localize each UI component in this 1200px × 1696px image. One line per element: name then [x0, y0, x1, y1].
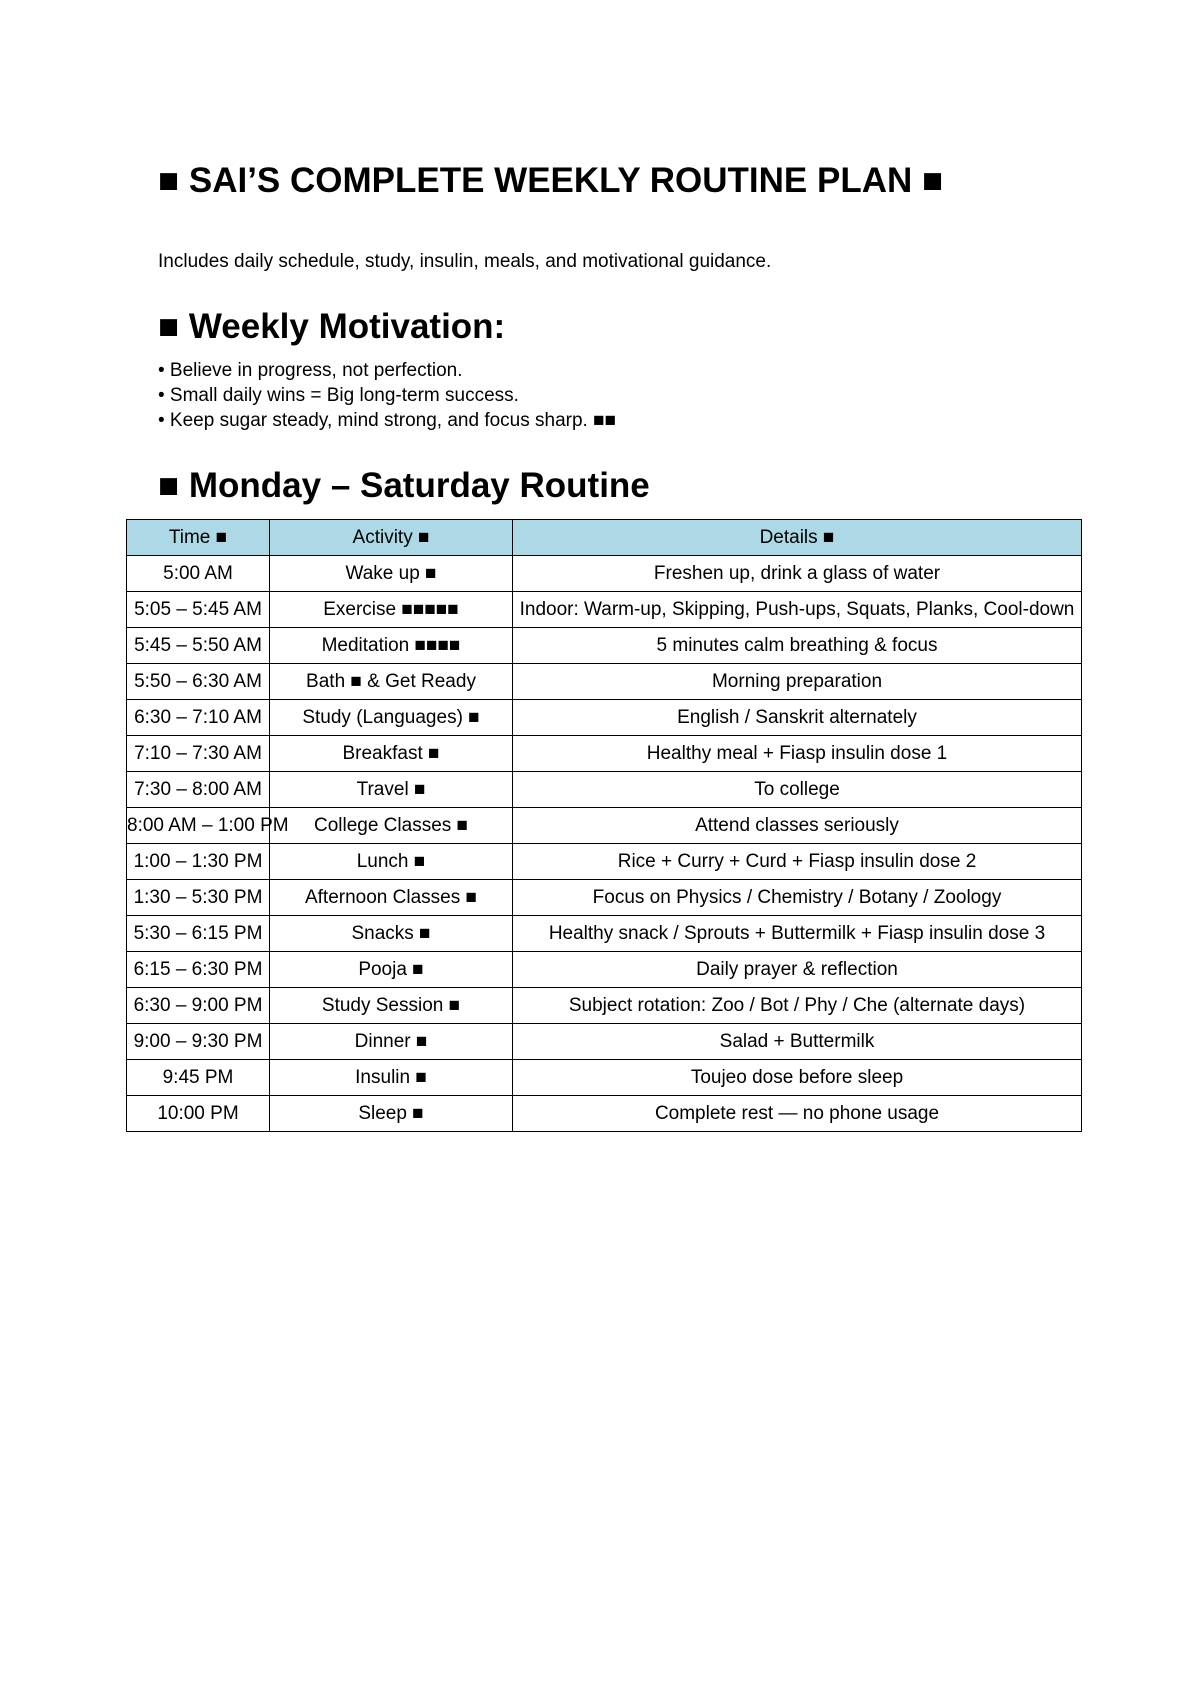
time-cell: 5:05 – 5:45 AM — [127, 592, 270, 628]
table-row — [127, 556, 1082, 592]
column-header-details: Details ■ — [513, 520, 1082, 556]
table-row — [127, 880, 1082, 916]
activity-cell: College Classes ■ — [270, 808, 513, 844]
time-cell: 5:45 – 5:50 AM — [127, 628, 270, 664]
details-cell: Healthy meal + Fiasp insulin dose 1 — [513, 736, 1082, 772]
activity-cell: Sleep ■ — [270, 1096, 513, 1132]
table-row — [127, 1024, 1082, 1060]
table-row — [127, 700, 1082, 736]
table-row — [127, 736, 1082, 772]
activity-cell: Wake up ■ — [270, 556, 513, 592]
time-cell: 5:30 – 6:15 PM — [127, 916, 270, 952]
details-cell: Attend classes seriously — [513, 808, 1082, 844]
routine-table — [126, 519, 1082, 1132]
motivation-heading: ■ Weekly Motivation: — [158, 307, 506, 346]
time-cell: 6:30 – 7:10 AM — [127, 700, 270, 736]
document-subtitle: Includes daily schedule, study, insulin, meals, and motivational guidance. — [158, 251, 772, 272]
column-header-activity: Activity ■ — [270, 520, 513, 556]
activity-cell: Travel ■ — [270, 772, 513, 808]
activity-cell: Dinner ■ — [270, 1024, 513, 1060]
document-title: ■ SAI’S COMPLETE WEEKLY ROUTINE PLAN ■ — [158, 161, 944, 200]
activity-cell: Breakfast ■ — [270, 736, 513, 772]
table-row — [127, 916, 1082, 952]
details-cell: Complete rest — no phone usage — [513, 1096, 1082, 1132]
details-cell: Subject rotation: Zoo / Bot / Phy / Che (alternate days) — [513, 988, 1082, 1024]
details-cell: Freshen up, drink a glass of water — [513, 556, 1082, 592]
table-header-row — [127, 520, 1082, 556]
activity-cell: Study (Languages) ■ — [270, 700, 513, 736]
activity-cell: Exercise ■■■■■ — [270, 592, 513, 628]
time-cell: 10:00 PM — [127, 1096, 270, 1132]
motivation-list — [158, 358, 616, 433]
details-cell: Daily prayer & reflection — [513, 952, 1082, 988]
activity-cell: Afternoon Classes ■ — [270, 880, 513, 916]
details-cell: Healthy snack / Sprouts + Buttermilk + Fiasp insulin dose 3 — [513, 916, 1082, 952]
table-row — [127, 664, 1082, 700]
column-header-time: Time ■ — [127, 520, 270, 556]
motivation-item: • Small daily wins = Big long-term success. — [158, 385, 519, 406]
activity-cell: Snacks ■ — [270, 916, 513, 952]
table-row — [127, 1096, 1082, 1132]
activity-cell: Insulin ■ — [270, 1060, 513, 1096]
table-row — [127, 1060, 1082, 1096]
time-cell: 1:30 – 5:30 PM — [127, 880, 270, 916]
table-row — [127, 988, 1082, 1024]
table-row — [127, 808, 1082, 844]
table-row — [127, 952, 1082, 988]
time-cell: 7:10 – 7:30 AM — [127, 736, 270, 772]
details-cell: To college — [513, 772, 1082, 808]
time-cell: 1:00 – 1:30 PM — [127, 844, 270, 880]
table-row — [127, 844, 1082, 880]
activity-cell: Study Session ■ — [270, 988, 513, 1024]
details-cell: Focus on Physics / Chemistry / Botany / Zoology — [513, 880, 1082, 916]
time-cell: 9:45 PM — [127, 1060, 270, 1096]
details-cell: Morning preparation — [513, 664, 1082, 700]
details-cell: Rice + Curry + Curd + Fiasp insulin dose 2 — [513, 844, 1082, 880]
activity-cell: Bath ■ & Get Ready — [270, 664, 513, 700]
time-cell: 5:50 – 6:30 AM — [127, 664, 270, 700]
time-cell: 5:00 AM — [127, 556, 270, 592]
activity-cell: Meditation ■■■■ — [270, 628, 513, 664]
activity-cell: Pooja ■ — [270, 952, 513, 988]
details-cell: Indoor: Warm-up, Skipping, Push-ups, Squats, Planks, Cool-down — [513, 592, 1082, 628]
table-row — [127, 592, 1082, 628]
details-cell: Toujeo dose before sleep — [513, 1060, 1082, 1096]
time-cell: 6:30 – 9:00 PM — [127, 988, 270, 1024]
table-row — [127, 772, 1082, 808]
time-cell: 9:00 – 9:30 PM — [127, 1024, 270, 1060]
activity-cell: Lunch ■ — [270, 844, 513, 880]
details-cell: 5 minutes calm breathing & focus — [513, 628, 1082, 664]
details-cell: Salad + Buttermilk — [513, 1024, 1082, 1060]
table-row — [127, 628, 1082, 664]
routine-heading: ■ Monday – Saturday Routine — [158, 466, 650, 505]
time-cell: 7:30 – 8:00 AM — [127, 772, 270, 808]
time-cell: 6:15 – 6:30 PM — [127, 952, 270, 988]
time-cell: 8:00 AM – 1:00 PM — [127, 808, 270, 844]
motivation-item: • Believe in progress, not perfection. — [158, 360, 463, 381]
details-cell: English / Sanskrit alternately — [513, 700, 1082, 736]
motivation-item: • Keep sugar steady, mind strong, and focus sharp. ■■ — [158, 410, 617, 431]
